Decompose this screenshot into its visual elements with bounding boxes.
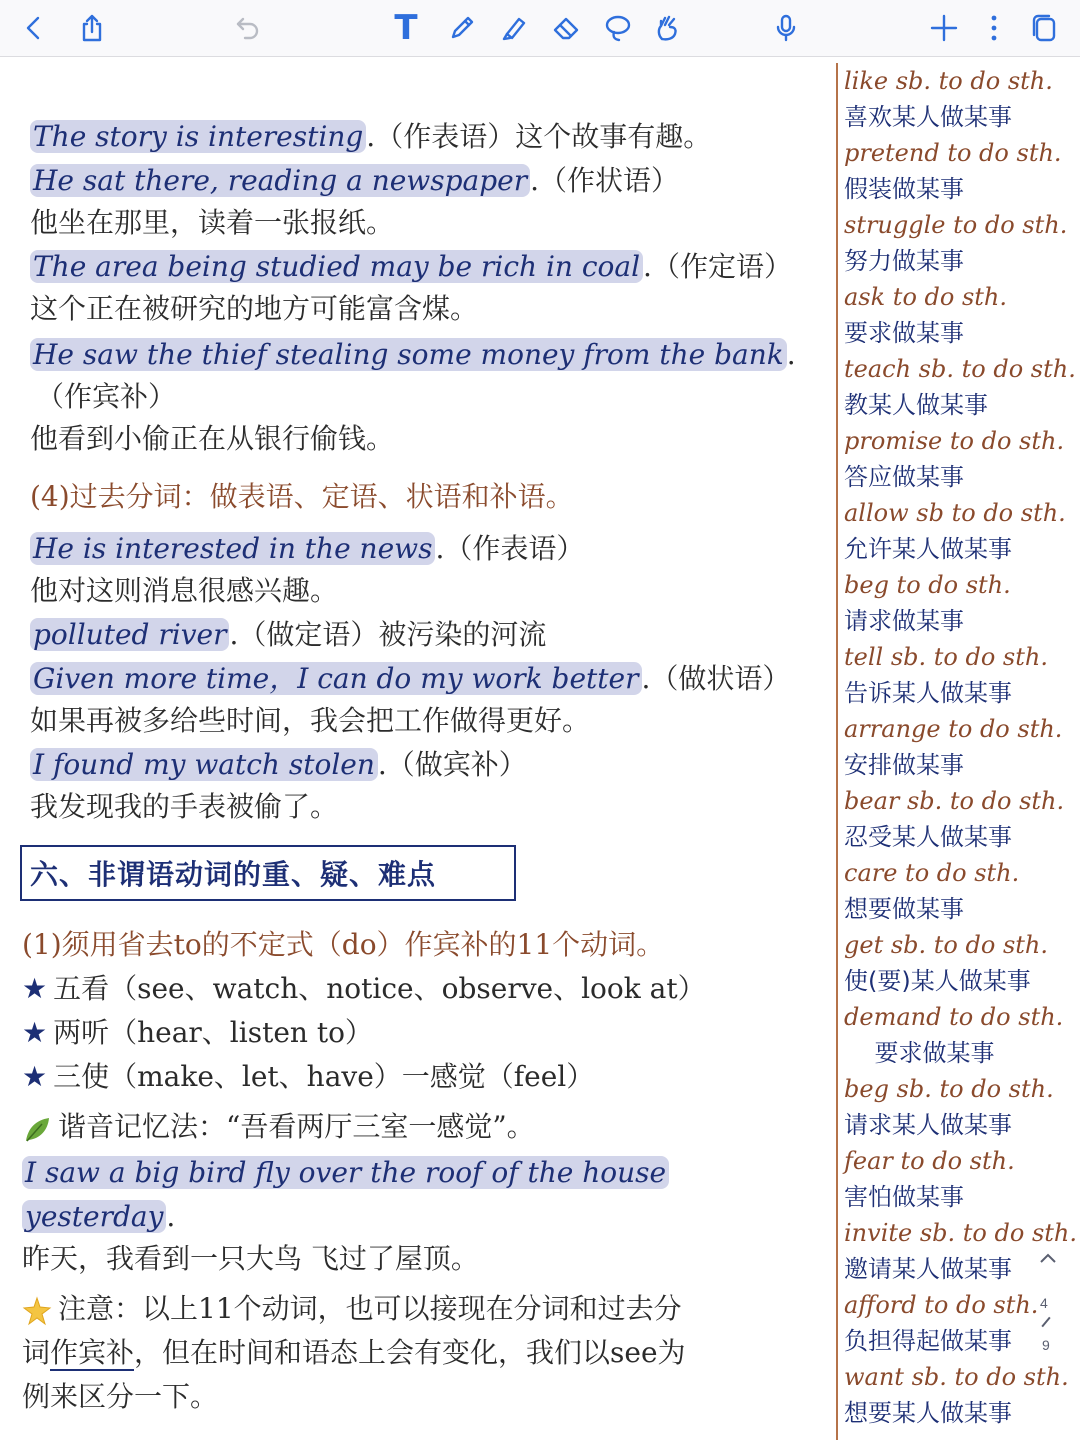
page-current: 4 — [1040, 1295, 1048, 1311]
undo-icon[interactable] — [228, 8, 268, 48]
vocab-meaning: 安排做某事 — [844, 751, 964, 779]
star-icon: ★ — [22, 1016, 48, 1049]
annotation-text: .（做定语）被污染的河流 — [229, 618, 547, 651]
vocab-meaning: 想要某人做某事 — [844, 1399, 1012, 1427]
vocab-meaning: 害怕做某事 — [844, 1183, 964, 1211]
share-icon[interactable] — [72, 8, 112, 48]
english-sentence: The story is interesting — [30, 120, 366, 153]
star-icon: ★ — [22, 972, 48, 1005]
vocab-meaning: 请求某人做某事 — [844, 1111, 1012, 1139]
annotation-text: .（作定语） — [643, 250, 792, 283]
microphone-icon[interactable] — [766, 8, 806, 48]
english-sentence: Given more time，I can do my work better — [30, 662, 642, 695]
vocab-phrase: promise to do sth. — [844, 427, 1065, 455]
example-line — [30, 745, 527, 785]
list-text: 三使（make、let、have）一感觉（feel） — [53, 1060, 595, 1093]
english-sentence: yesterday — [22, 1200, 166, 1233]
translation-line: 这个正在被研究的地方可能富含煤。 — [30, 292, 479, 325]
vocab-meaning: 邀请某人做某事 — [844, 1255, 1012, 1283]
vocab-phrase: struggle to do sth. — [844, 211, 1068, 239]
eraser-tool-icon[interactable] — [546, 8, 586, 48]
more-icon[interactable] — [974, 8, 1014, 48]
list-text: 五看（see、watch、notice、observe、look at） — [53, 972, 706, 1005]
pen-tool-icon[interactable] — [442, 8, 482, 48]
translation-line: 他对这则消息很感兴趣。 — [30, 574, 339, 607]
add-icon[interactable] — [924, 8, 964, 48]
note-line — [22, 1333, 686, 1373]
list-item — [22, 1057, 594, 1097]
english-sentence: I saw a big bird fly over the roof of the house — [22, 1156, 669, 1189]
note-page[interactable] — [0, 57, 1080, 1440]
hand-tool-icon[interactable] — [648, 8, 688, 48]
annotation-text: .（做宾补） — [377, 748, 527, 781]
vocab-meaning: 教某人做某事 — [844, 391, 988, 419]
highlighter-tool-icon[interactable] — [494, 8, 534, 48]
annotation-text: .（做状语） — [641, 662, 791, 695]
list-item — [22, 1013, 373, 1053]
list-text: 两听（hear、listen to） — [53, 1016, 373, 1049]
vocab-meaning: 使(要)某人做某事 — [844, 967, 1031, 995]
example-line — [30, 529, 584, 569]
vocab-phrase: teach sb. to do sth. — [844, 355, 1076, 383]
vocab-phrase: arrange to do sth. — [844, 715, 1063, 743]
vocab-phrase: ask to do sth. — [844, 283, 1008, 311]
lasso-tool-icon[interactable] — [598, 8, 638, 48]
annotation-text: .（作状语） — [530, 164, 680, 197]
vocab-column — [836, 63, 1078, 1440]
text-tool-icon[interactable] — [386, 8, 426, 48]
translation-line: 如果再被多给些时间，我会把工作做得更好。 — [30, 704, 591, 737]
vocab-phrase: demand to do sth. — [844, 1003, 1064, 1031]
example-line — [30, 615, 546, 655]
section-heading: 六、非谓语动词的重、疑、难点 — [20, 845, 516, 901]
vocab-meaning: 负担得起做某事 — [844, 1327, 1012, 1355]
vocab-phrase: care to do sth. — [844, 859, 1020, 887]
vocab-meaning: 喜欢某人做某事 — [844, 103, 1012, 131]
example-line — [30, 659, 790, 699]
note-line — [22, 1289, 682, 1329]
vocab-meaning: 允许某人做某事 — [844, 535, 1012, 563]
vocab-phrase: pretend to do sth. — [844, 139, 1062, 167]
english-sentence: I found my watch stolen — [30, 748, 378, 781]
example-line — [30, 335, 796, 375]
toolbar — [0, 0, 1080, 57]
english-sentence: He sat there, reading a newspaper — [30, 164, 530, 197]
translation-line: 他坐在那里，读着一张报纸。 — [30, 206, 395, 239]
page-total: 9 — [1042, 1337, 1050, 1353]
annotation-text: .（作表语）这个故事有趣。 — [366, 120, 712, 153]
chevron-up-icon[interactable] — [1036, 1247, 1060, 1271]
vocab-meaning: 要求做某事 — [844, 319, 964, 347]
note-text: ，但在时间和语态上会有变化，我们以see为 — [134, 1336, 686, 1369]
leaf-icon — [22, 1114, 52, 1144]
annotation-text: . — [166, 1200, 176, 1233]
example-line — [30, 117, 711, 157]
annotation-line: （作宾补） — [36, 380, 177, 413]
example-line — [30, 247, 792, 287]
vocab-meaning: 答应做某事 — [844, 463, 964, 491]
translation-line: 我发现我的手表被偷了。 — [30, 790, 339, 823]
vocab-meaning: 告诉某人做某事 — [844, 679, 1012, 707]
vocab-phrase: invite sb. to do sth. — [844, 1219, 1077, 1247]
translation-line: 他看到小偷正在从银行偷钱。 — [30, 422, 395, 455]
note-text: 注意：以上11个动词，也可以接现在分词和过去分 — [58, 1292, 682, 1325]
vocab-phrase: beg sb. to do sth. — [844, 1075, 1054, 1103]
text-tool-glyph: T — [394, 8, 418, 48]
vocab-phrase: get sb. to do sth. — [844, 931, 1048, 959]
rule-heading: (1)须用省去to的不定式（do）作宾补的11个动词。 — [22, 928, 665, 961]
vocab-phrase: tell sb. to do sth. — [844, 643, 1048, 671]
note-text: 词 — [22, 1336, 51, 1369]
vocab-meaning: 假装做某事 — [844, 175, 964, 203]
mnemonic-text: 谐音记忆法：“吾看两厅三室一感觉”。 — [58, 1110, 535, 1143]
vocab-phrase: want sb. to do sth. — [844, 1363, 1069, 1391]
translation-line: 昨天，我看到一只大鸟 飞过了屋顶。 — [22, 1242, 479, 1275]
english-sentence: He is interested in the news — [30, 532, 435, 565]
pages-icon[interactable] — [1024, 8, 1064, 48]
vocab-meaning: 请求做某事 — [844, 607, 964, 635]
vocab-phrase: like sb. to do sth. — [844, 67, 1053, 95]
vocab-phrase: beg to do sth. — [844, 571, 1011, 599]
sparkle-star-icon — [22, 1296, 52, 1326]
star-icon: ★ — [22, 1060, 48, 1093]
vocab-meaning: 努力做某事 — [844, 247, 964, 275]
vocab-meaning: 忍受某人做某事 — [844, 823, 1012, 851]
vocab-phrase: allow sb to do sth. — [844, 499, 1066, 527]
rule-heading: (4)过去分词：做表语、定语、状语和补语。 — [30, 480, 574, 513]
example-line — [22, 1197, 175, 1237]
note-line: 例来区分一下。 — [22, 1380, 219, 1413]
underlined-text: 作宾补 — [50, 1336, 135, 1369]
english-sentence: He saw the thief stealing some money from the bank — [30, 338, 787, 371]
mnemonic-line — [22, 1107, 535, 1147]
vocab-phrase: afford to do sth. — [844, 1291, 1039, 1319]
vocab-meaning: 要求做某事 — [844, 1039, 995, 1067]
list-item — [22, 969, 706, 1009]
example-line — [30, 161, 679, 201]
main-notes — [0, 57, 834, 1440]
vocab-meaning: 想要做某事 — [844, 895, 964, 923]
annotation-text: .（作表语） — [435, 532, 585, 565]
english-sentence: The area being studied may be rich in coal — [30, 250, 643, 283]
back-icon[interactable] — [14, 8, 54, 48]
annotation-text: . — [786, 338, 796, 371]
english-sentence: polluted river — [30, 618, 229, 651]
vocab-phrase: fear to do sth. — [844, 1147, 1015, 1175]
example-line — [22, 1153, 669, 1193]
vocab-phrase: bear sb. to do sth. — [844, 787, 1065, 815]
